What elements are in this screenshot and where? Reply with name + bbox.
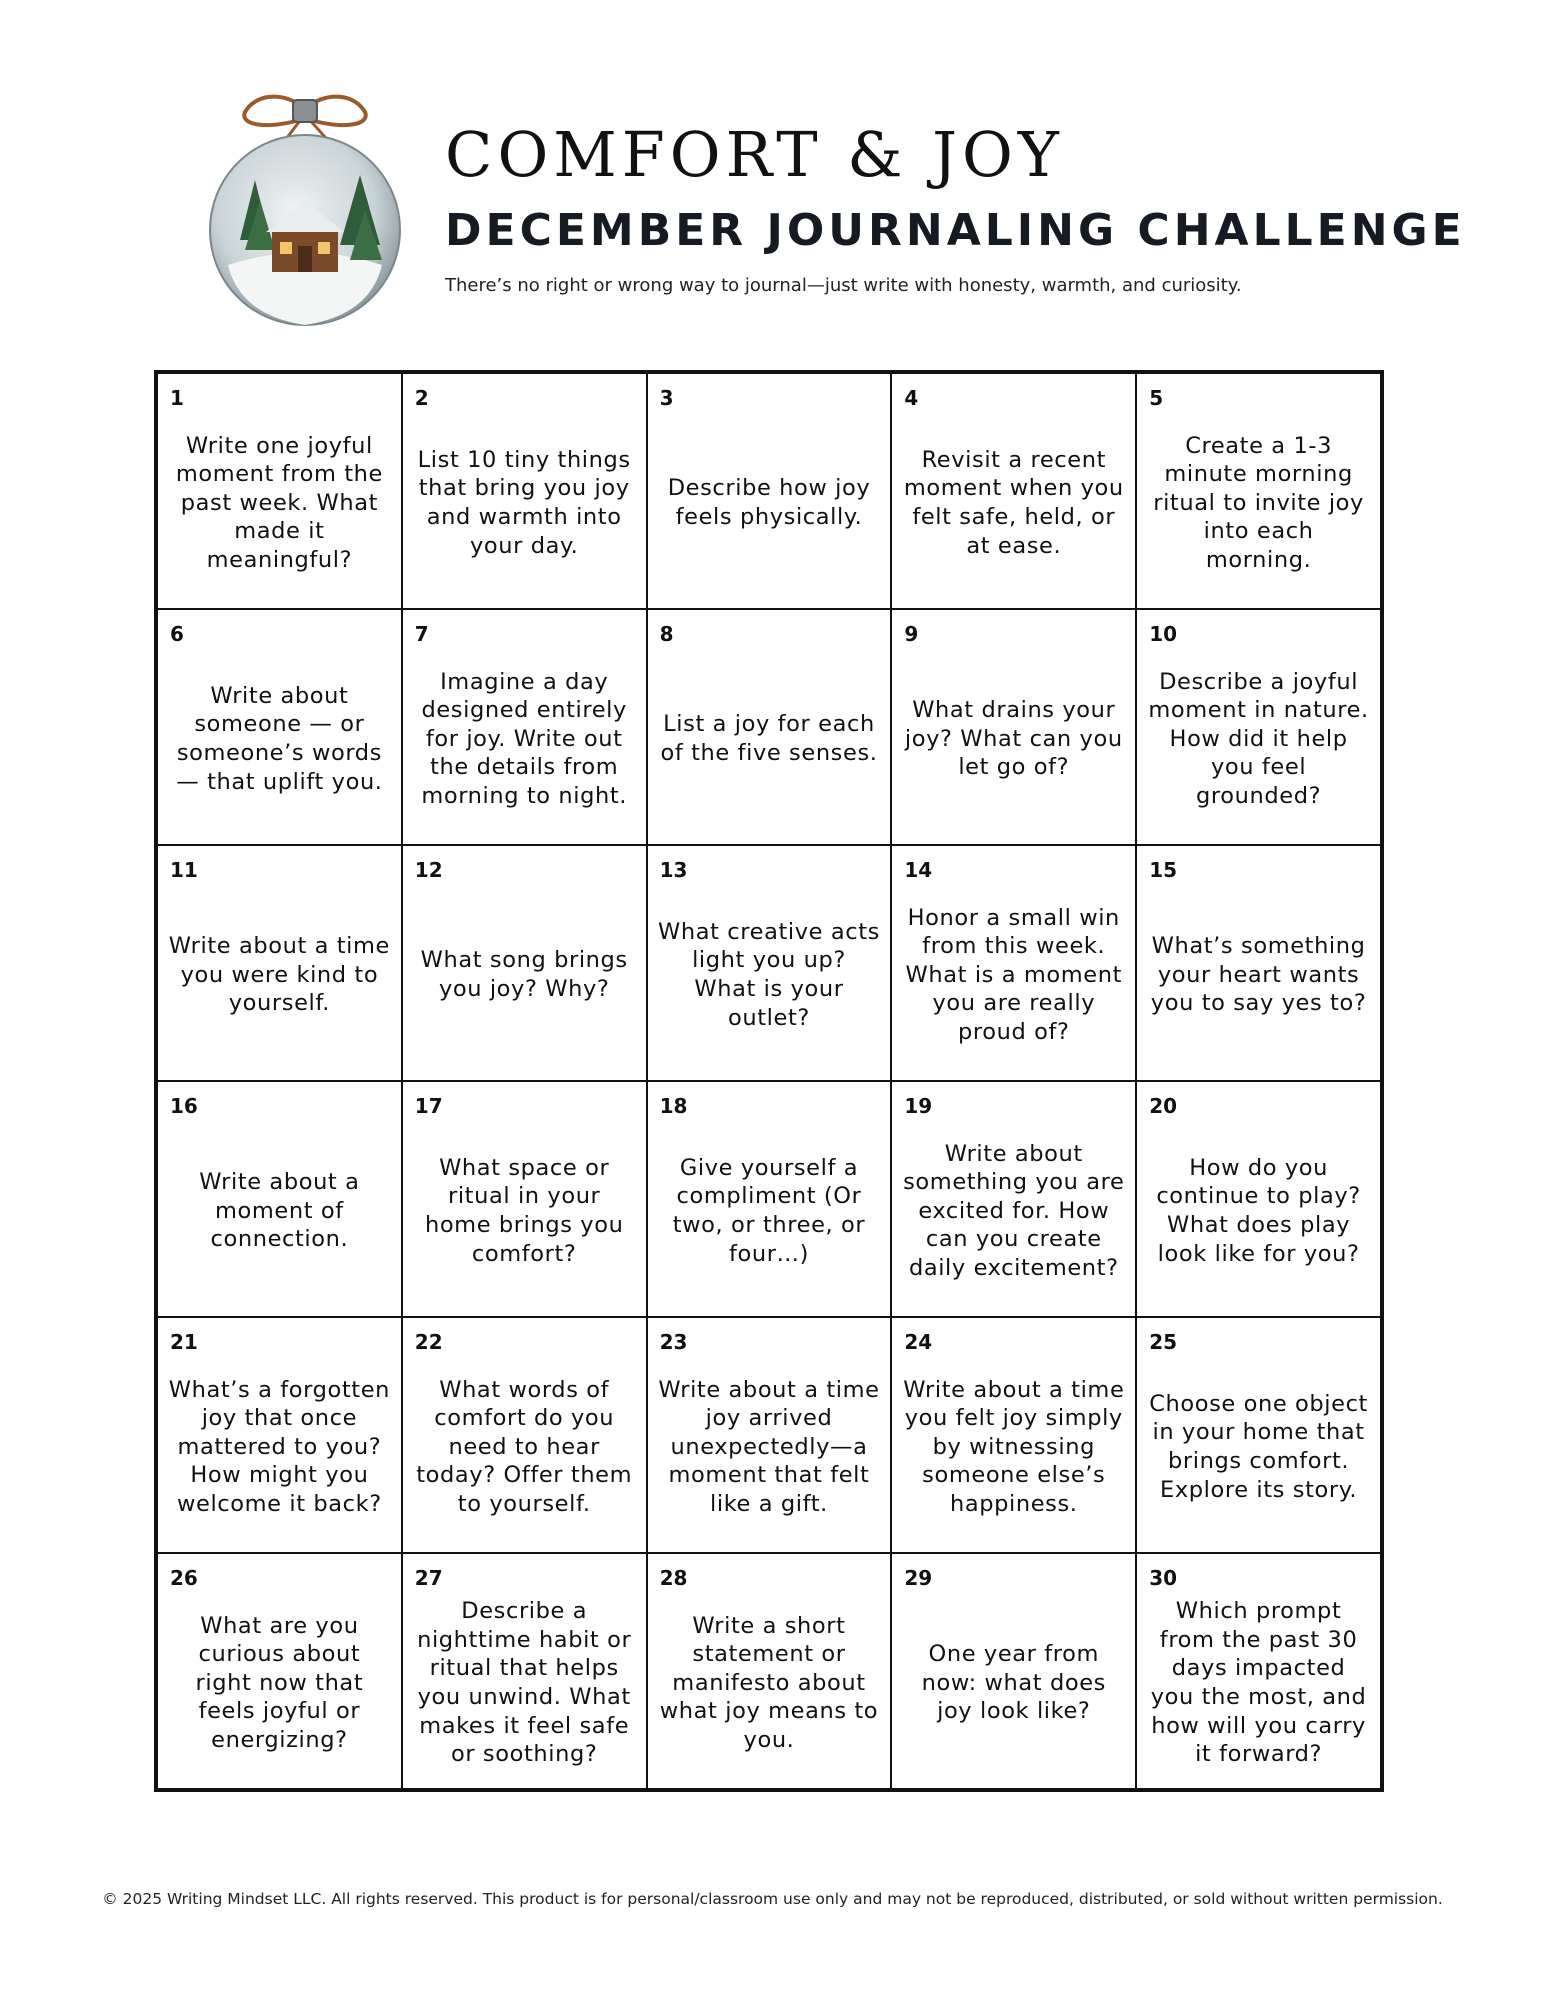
day-cell — [157, 1081, 402, 1317]
day-prompt: Write about something you are excited for. How can you create daily excitement? — [903, 1140, 1125, 1281]
day-number: 10 — [1149, 622, 1178, 646]
day-number: 9 — [904, 622, 919, 646]
day-number: 22 — [414, 1330, 443, 1354]
day-cell — [647, 1081, 892, 1317]
day-cell — [891, 1317, 1136, 1553]
day-number: 16 — [170, 1094, 198, 1118]
day-cell — [157, 1317, 402, 1553]
day-number: 30 — [1149, 1566, 1178, 1590]
day-number: 27 — [414, 1566, 443, 1590]
day-prompt: Write about a time joy arrived unexpectedly—a moment that felt like a gift. — [658, 1376, 880, 1517]
day-number: 23 — [659, 1330, 688, 1354]
day-number: 1 — [170, 386, 184, 410]
day-cell — [402, 609, 647, 845]
day-prompt: How do you continue to play? What does play look like for you? — [1156, 1154, 1361, 1267]
journaling-calendar-grid — [154, 370, 1384, 1792]
subtitle: There’s no right or wrong way to journal—just write with honesty, warmth, and curiosity. — [445, 275, 1242, 296]
day-number: 21 — [170, 1330, 198, 1354]
day-number: 19 — [904, 1094, 933, 1118]
day-number: 28 — [659, 1566, 688, 1590]
day-number: 7 — [414, 622, 429, 646]
day-prompt: Choose one object in your home that brings comfort. Explore its story. — [1149, 1390, 1368, 1503]
day-prompt: What space or ritual in your home brings you comfort? — [424, 1154, 624, 1267]
day-cell — [647, 373, 892, 609]
day-prompt: Write about someone — or someone’s words — that uplift you. — [176, 682, 383, 795]
day-cell — [402, 1317, 647, 1553]
day-number: 3 — [659, 386, 674, 410]
day-number: 20 — [1149, 1094, 1178, 1118]
day-number: 29 — [904, 1566, 933, 1590]
day-cell — [1136, 845, 1381, 1081]
day-prompt: What words of comfort do you need to hear today? Offer them to yourself. — [416, 1376, 633, 1517]
day-prompt: Describe how joy feels physically. — [667, 475, 871, 530]
day-prompt: What drains your joy? What can you let go of? — [904, 697, 1123, 781]
day-cell — [157, 609, 402, 845]
day-number: 25 — [1149, 1330, 1178, 1354]
day-number: 4 — [904, 386, 919, 410]
day-prompt: What song brings you joy? Why? — [420, 947, 628, 1002]
day-prompt: List a joy for each of the five senses. — [660, 711, 878, 766]
day-number: 15 — [1149, 858, 1178, 882]
day-cell — [647, 1553, 892, 1789]
day-prompt: What’s something your heart wants you to say yes to? — [1150, 933, 1367, 1017]
day-cell — [402, 373, 647, 609]
day-cell — [891, 845, 1136, 1081]
day-cell — [647, 845, 892, 1081]
day-cell — [1136, 1317, 1381, 1553]
day-prompt: Which prompt from the past 30 days impacted you the most, and how will you carry it forward? — [1150, 1598, 1367, 1768]
day-cell — [1136, 1081, 1381, 1317]
day-cell — [157, 845, 402, 1081]
day-cell — [157, 1553, 402, 1789]
day-number: 26 — [170, 1566, 198, 1590]
day-cell — [891, 609, 1136, 845]
day-number: 24 — [904, 1330, 933, 1354]
day-prompt: Describe a nighttime habit or ritual that helps you unwind. What makes it feel safe or soothing? — [417, 1598, 632, 1768]
day-cell — [1136, 373, 1381, 609]
day-prompt: Give yourself a compliment (Or two, or three, or four…) — [672, 1154, 866, 1267]
day-number: 11 — [170, 858, 198, 882]
day-prompt: Write about a time you felt joy simply by witnessing someone else’s happiness. — [903, 1376, 1125, 1517]
day-prompt: Write about a moment of connection. — [199, 1169, 360, 1253]
day-number: 12 — [414, 858, 443, 882]
day-number: 17 — [414, 1094, 443, 1118]
day-cell — [647, 609, 892, 845]
day-prompt: Write a short statement or manifesto about what joy means to you. — [659, 1612, 879, 1753]
day-cell — [157, 373, 402, 609]
day-number: 18 — [659, 1094, 688, 1118]
day-cell — [891, 1553, 1136, 1789]
day-prompt: What are you curious about right now that feels joyful or energizing? — [195, 1612, 364, 1753]
day-prompt: Write one joyful moment from the past week. What made it meaningful? — [175, 432, 383, 573]
day-prompt: List 10 tiny things that bring you joy and warmth into your day. — [417, 446, 631, 559]
day-prompt: One year from now: what does joy look like? — [921, 1641, 1106, 1725]
day-cell — [891, 373, 1136, 609]
day-cell — [402, 1081, 647, 1317]
day-prompt: Create a 1-3 minute morning ritual to invite joy into each morning. — [1153, 432, 1364, 573]
day-number: 13 — [659, 858, 688, 882]
day-number: 6 — [170, 622, 184, 646]
day-number: 2 — [414, 386, 429, 410]
day-cell — [402, 1553, 647, 1789]
copyright-footer: © 2025 Writing Mindset LLC. All rights reserved. This product is for personal/classroom use only and may not be reproduced, distributed, or sold without written permission. — [102, 1890, 1443, 1908]
script-title: COMFORT & JOY — [445, 118, 1064, 191]
day-prompt: Write about a time you were kind to yourself. — [168, 933, 390, 1017]
day-cell — [402, 845, 647, 1081]
day-prompt: What’s a forgotten joy that once mattered to you? How might you welcome it back? — [168, 1376, 391, 1517]
day-prompt: Revisit a recent moment when you felt safe, held, or at ease. — [903, 446, 1124, 559]
snow-globe-ornament-illustration — [200, 90, 410, 340]
day-prompt: Describe a joyful moment in nature. How did it help you feel grounded? — [1148, 668, 1369, 809]
day-number: 14 — [904, 858, 933, 882]
day-prompt: Imagine a day designed entirely for joy. Write out the details from morning to night. — [421, 668, 628, 809]
day-prompt: Honor a small win from this week. What is a moment you are really proud of? — [905, 904, 1123, 1045]
day-cell — [891, 1081, 1136, 1317]
day-number: 5 — [1149, 386, 1164, 410]
day-cell — [1136, 1553, 1381, 1789]
day-cell — [647, 1317, 892, 1553]
day-prompt: What creative acts light you up? What is your outlet? — [658, 918, 880, 1031]
day-number: 8 — [659, 622, 674, 646]
page-title: DECEMBER JOURNALING CHALLENGE — [445, 205, 1466, 256]
day-cell — [1136, 609, 1381, 845]
